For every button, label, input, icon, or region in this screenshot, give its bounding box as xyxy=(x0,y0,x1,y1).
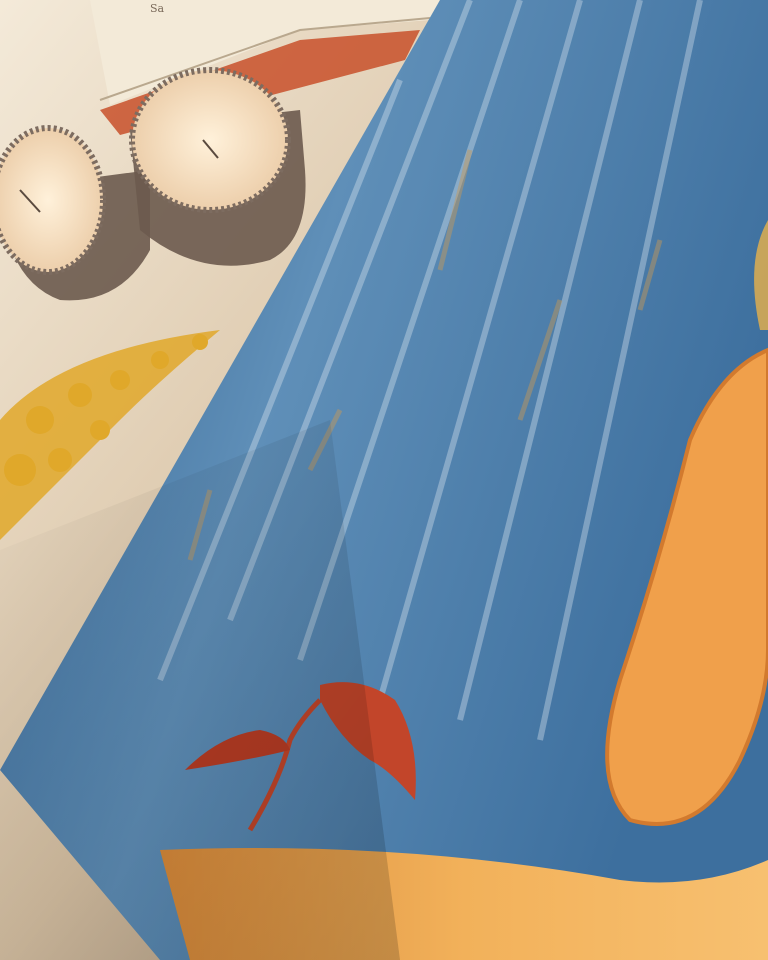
book-text: Sa xyxy=(150,2,165,15)
